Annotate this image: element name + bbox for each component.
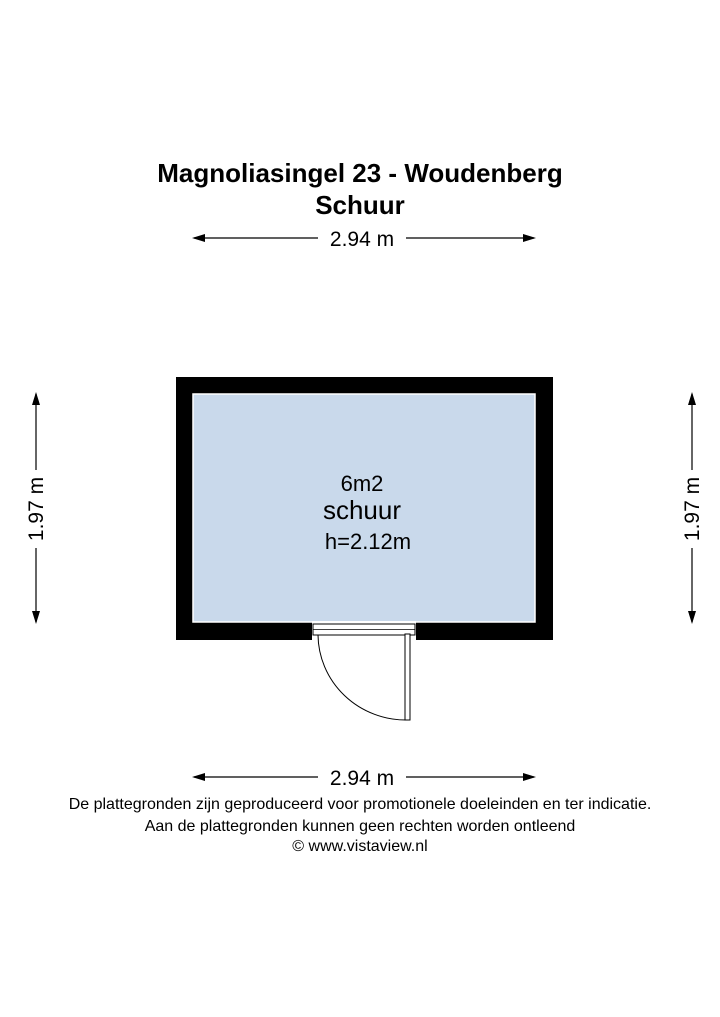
arrow-down-icon — [32, 611, 40, 624]
room-area-label: 6m2 — [340, 471, 384, 496]
disclaimer-line-2: Aan de plattegronden kunnen geen rechten worden ontleend — [144, 818, 576, 835]
bottom-dimension-label: 2.94 m — [329, 767, 395, 790]
room-name-label: schuur — [322, 495, 402, 525]
arrow-left-icon — [192, 773, 205, 781]
arrow-down-icon — [688, 611, 696, 624]
top-dimension-label: 2.94 m — [329, 228, 395, 251]
left-dimension-label: 1.97 m — [25, 476, 48, 542]
disclaimer-line-1: De plattegronden zijn geproduceerd voor promotionele doeleinden en ter indicatie. — [68, 796, 652, 813]
left-dimension — [25, 392, 48, 624]
arrow-right-icon — [523, 773, 536, 781]
room-height-label: h=2.12m — [324, 529, 412, 554]
door — [312, 621, 416, 720]
door-leaf — [405, 634, 410, 720]
arrow-up-icon — [688, 392, 696, 405]
arrow-up-icon — [32, 392, 40, 405]
address-title: Magnoliasingel 23 - Woudenberg — [157, 158, 563, 188]
arrow-left-icon — [192, 234, 205, 242]
right-dimension — [681, 392, 704, 624]
floor-title: Schuur — [315, 190, 405, 220]
bottom-dimension — [192, 767, 536, 790]
right-dimension-label: 1.97 m — [681, 476, 704, 542]
door-swing-arc — [318, 635, 407, 720]
top-dimension — [192, 228, 536, 251]
arrow-right-icon — [523, 234, 536, 242]
copyright-link[interactable]: © www.vistaview.nl — [292, 838, 428, 855]
